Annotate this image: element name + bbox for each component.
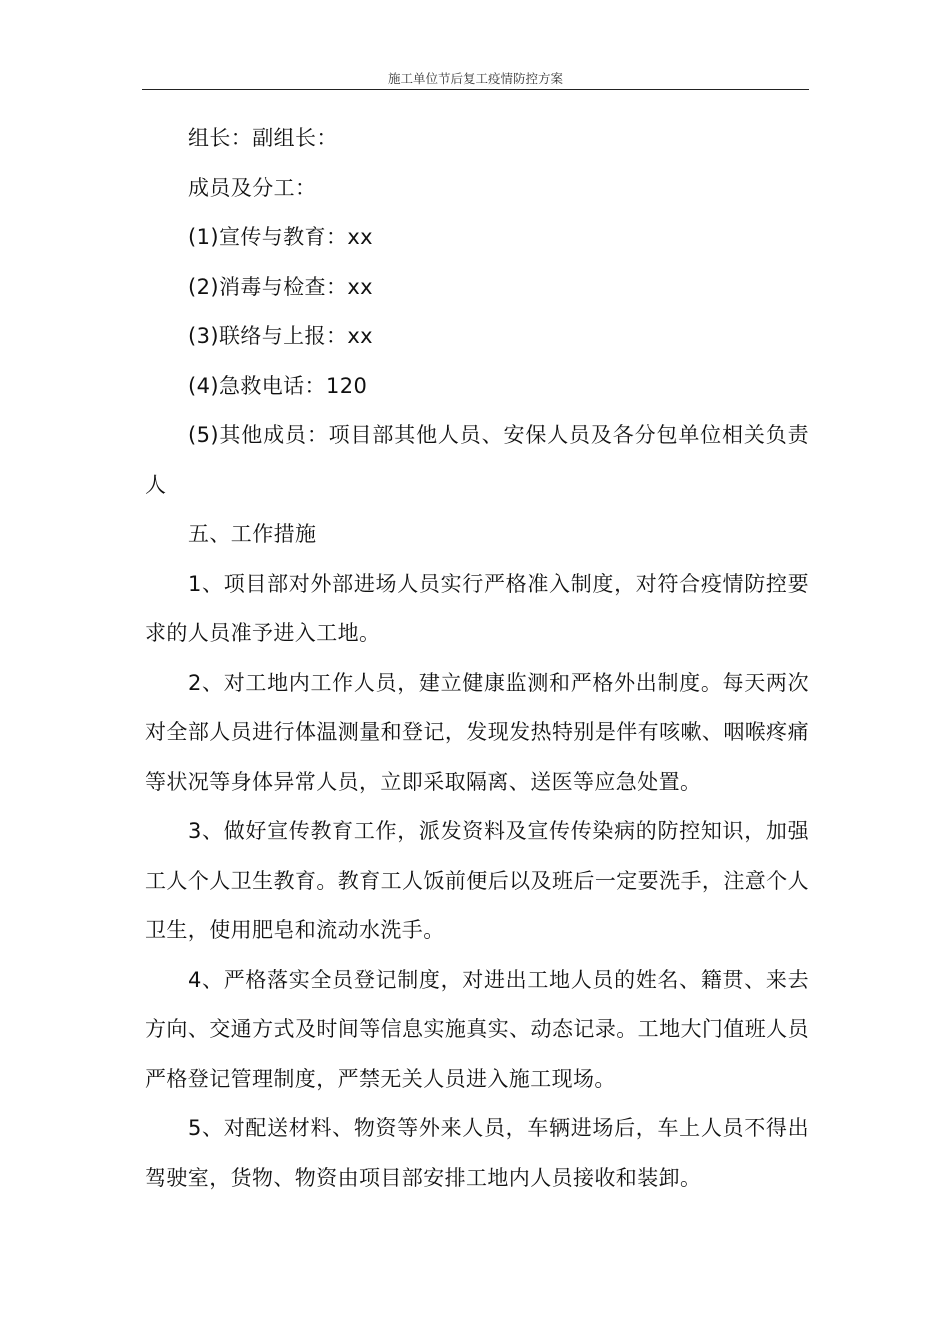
document-body bbox=[145, 114, 809, 1203]
page-header bbox=[142, 70, 809, 90]
member-item-emergency-phone: (4)急救电话：120 bbox=[188, 373, 368, 398]
header-title: 施工单位节后复工疫情防控方案 bbox=[387, 71, 563, 86]
measure-paragraph-1: 1、项目部对外部进场人员实行严格准入制度，对符合疫情防控要求的人员准予进入工地。 bbox=[145, 571, 809, 645]
leader-line: 组长：副组长： bbox=[188, 126, 338, 150]
member-item-publicity: (1)宣传与教育：xx bbox=[188, 225, 374, 249]
members-heading: 成员及分工： bbox=[188, 175, 317, 200]
measure-paragraph-3: 3、做好宣传教育工作，派发资料及宣传传染病的防控知识，加强工人个人卫生教育。教育工人饭前便后以及班后一定要洗手，注意个人卫生，使用肥皂和流动水洗手。 bbox=[145, 819, 809, 942]
measure-paragraph-5: 5、对配送材料、物资等外来人员，车辆进场后，车上人员不得出驾驶室，货物、物资由项目部安排工地内人员接收和装卸。 bbox=[145, 1116, 809, 1190]
member-item-disinfection: (2)消毒与检查：xx bbox=[188, 274, 374, 299]
member-item-others: (5)其他成员：项目部其他人员、安保人员及各分包单位相关负责人 bbox=[145, 423, 809, 497]
section-heading: 五、工作措施 bbox=[188, 522, 317, 546]
measure-paragraph-4: 4、严格落实全员登记制度，对进出工地人员的姓名、籍贯、来去方向、交通方式及时间等信息实施真实、动态记录。工地大门值班人员严格登记管理制度，严禁无关人员进入施工现场。 bbox=[145, 967, 809, 1091]
member-item-liaison: (3)联络与上报：xx bbox=[188, 324, 374, 348]
measure-paragraph-2: 2、对工地内工作人员，建立健康监测和严格外出制度。每天两次对全部人员进行体温测量和登记，发现发热特别是伴有咳嗽、咽喉疼痛等状况等身体异常人员，立即采取隔离、送医等应急处置。 bbox=[145, 670, 809, 794]
